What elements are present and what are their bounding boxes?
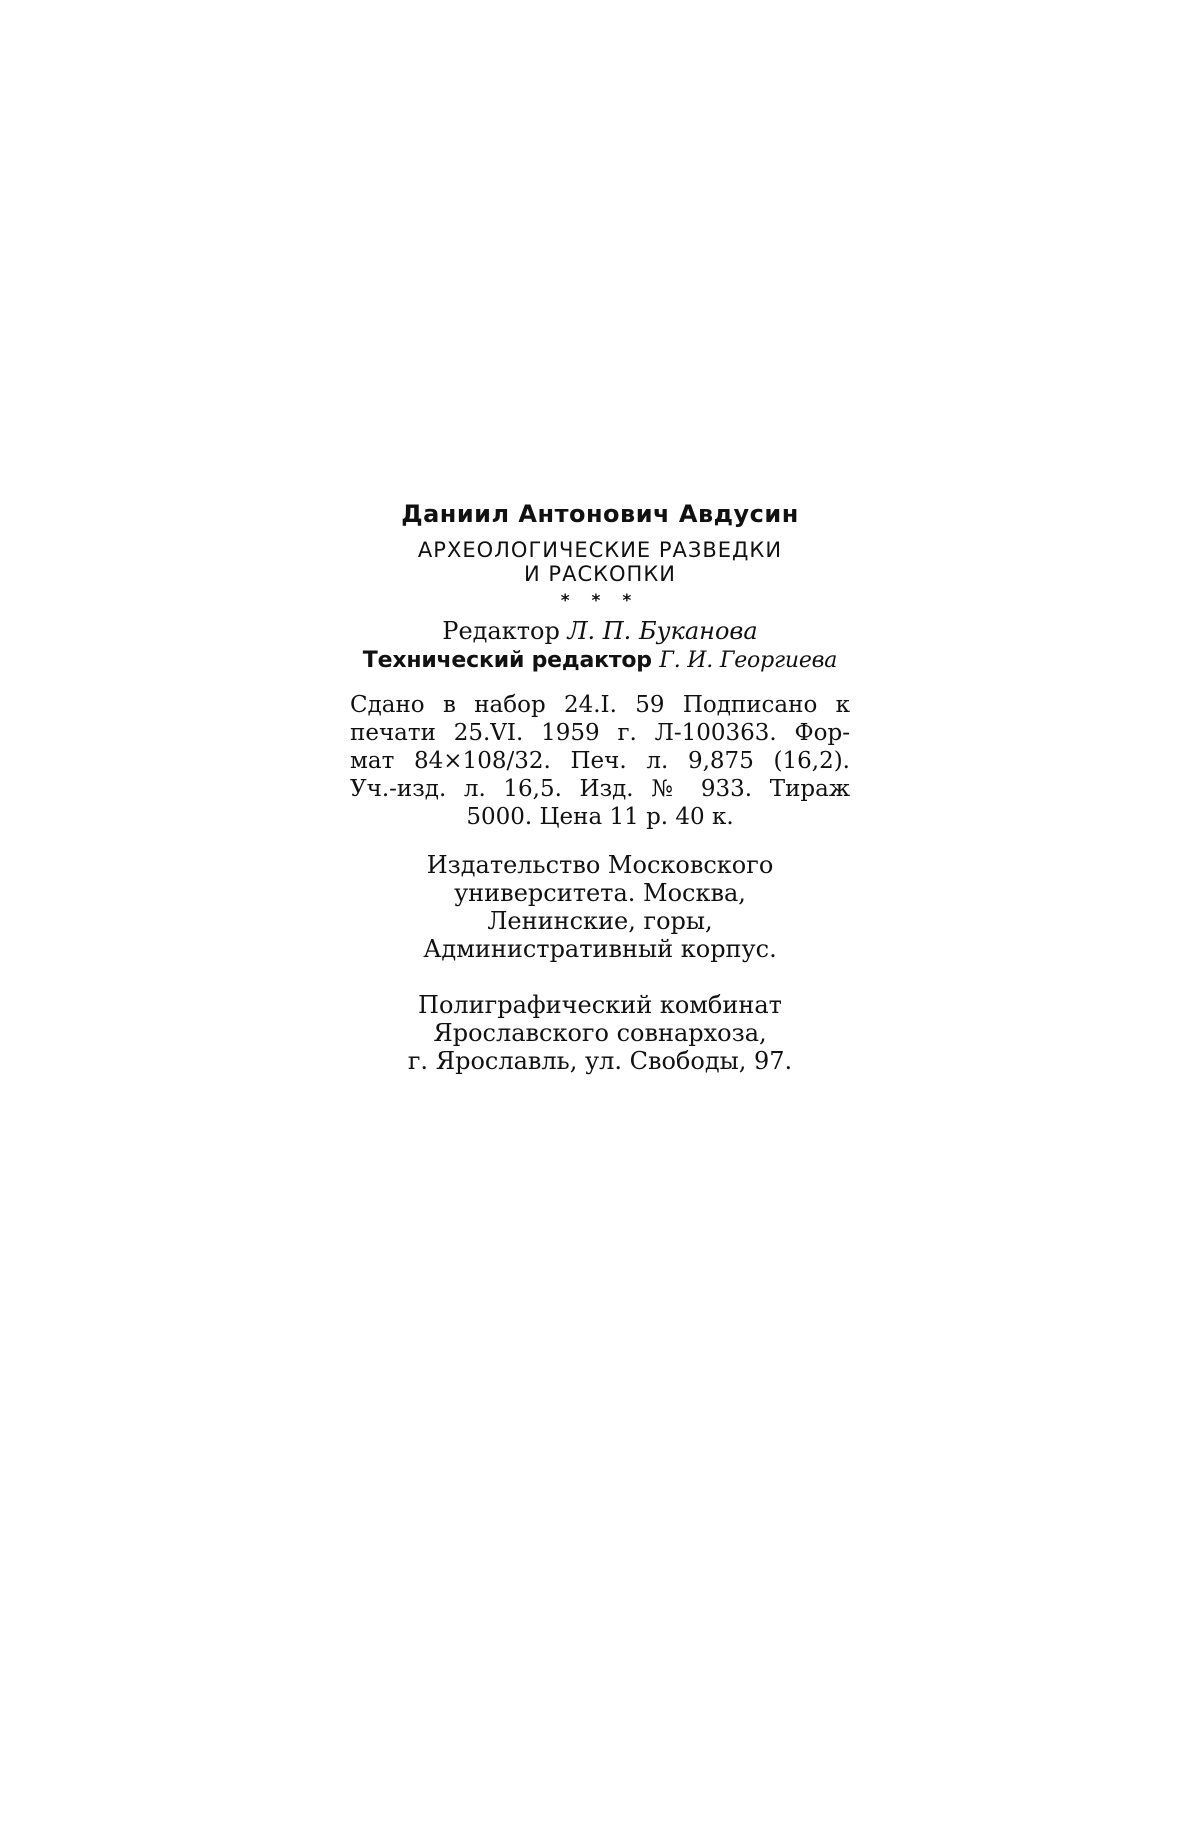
imprint-line: Уч.-изд. л. 16,5. Изд. № 933. Тираж bbox=[350, 776, 850, 802]
tech-editor-role: Технический редактор bbox=[362, 648, 652, 673]
colophon bbox=[345, 500, 855, 1075]
imprint-details bbox=[350, 691, 850, 831]
tech-editor-name: Г. И. Георгиева bbox=[659, 648, 838, 673]
book-title bbox=[345, 538, 855, 586]
imprint-line: 5000. Цена 11 р. 40 к. bbox=[466, 804, 734, 830]
separator-asterisks: * * * bbox=[560, 591, 640, 611]
imprint-line: печати 25.VI. 1959 г. Л-100363. Фор- bbox=[350, 720, 850, 746]
printer-block bbox=[345, 991, 855, 1075]
author-name: Даниил Антонович Авдусин bbox=[401, 500, 799, 528]
printer-line: г. Ярославль, ул. Свободы, 97. bbox=[407, 1047, 793, 1075]
publisher-line: университета. Москва, bbox=[454, 879, 746, 907]
imprint-line: Сдано в набор 24.I. 59 Подписано к bbox=[350, 692, 850, 718]
printer-line: Полиграфический комбинат bbox=[418, 991, 782, 1019]
tech-editor-credit bbox=[345, 646, 855, 675]
editor-name: Л. П. Буканова bbox=[567, 617, 758, 645]
publisher-line: Ленинские, горы, bbox=[487, 907, 713, 935]
printer-line: Ярославского совнархоза, bbox=[433, 1019, 767, 1047]
publisher-line: Административный корпус. bbox=[423, 935, 777, 963]
book-title-line: АРХЕОЛОГИЧЕСКИЕ РАЗВЕДКИ bbox=[417, 538, 783, 562]
editor-credit bbox=[345, 617, 855, 646]
publisher-block bbox=[345, 851, 855, 963]
editor-role: Редактор bbox=[442, 617, 560, 645]
book-title-line: И РАСКОПКИ bbox=[524, 562, 676, 586]
publisher-line: Издательство Московского bbox=[426, 851, 774, 879]
imprint-line: мат 84×108/32. Печ. л. 9,875 (16,2). bbox=[350, 748, 850, 774]
